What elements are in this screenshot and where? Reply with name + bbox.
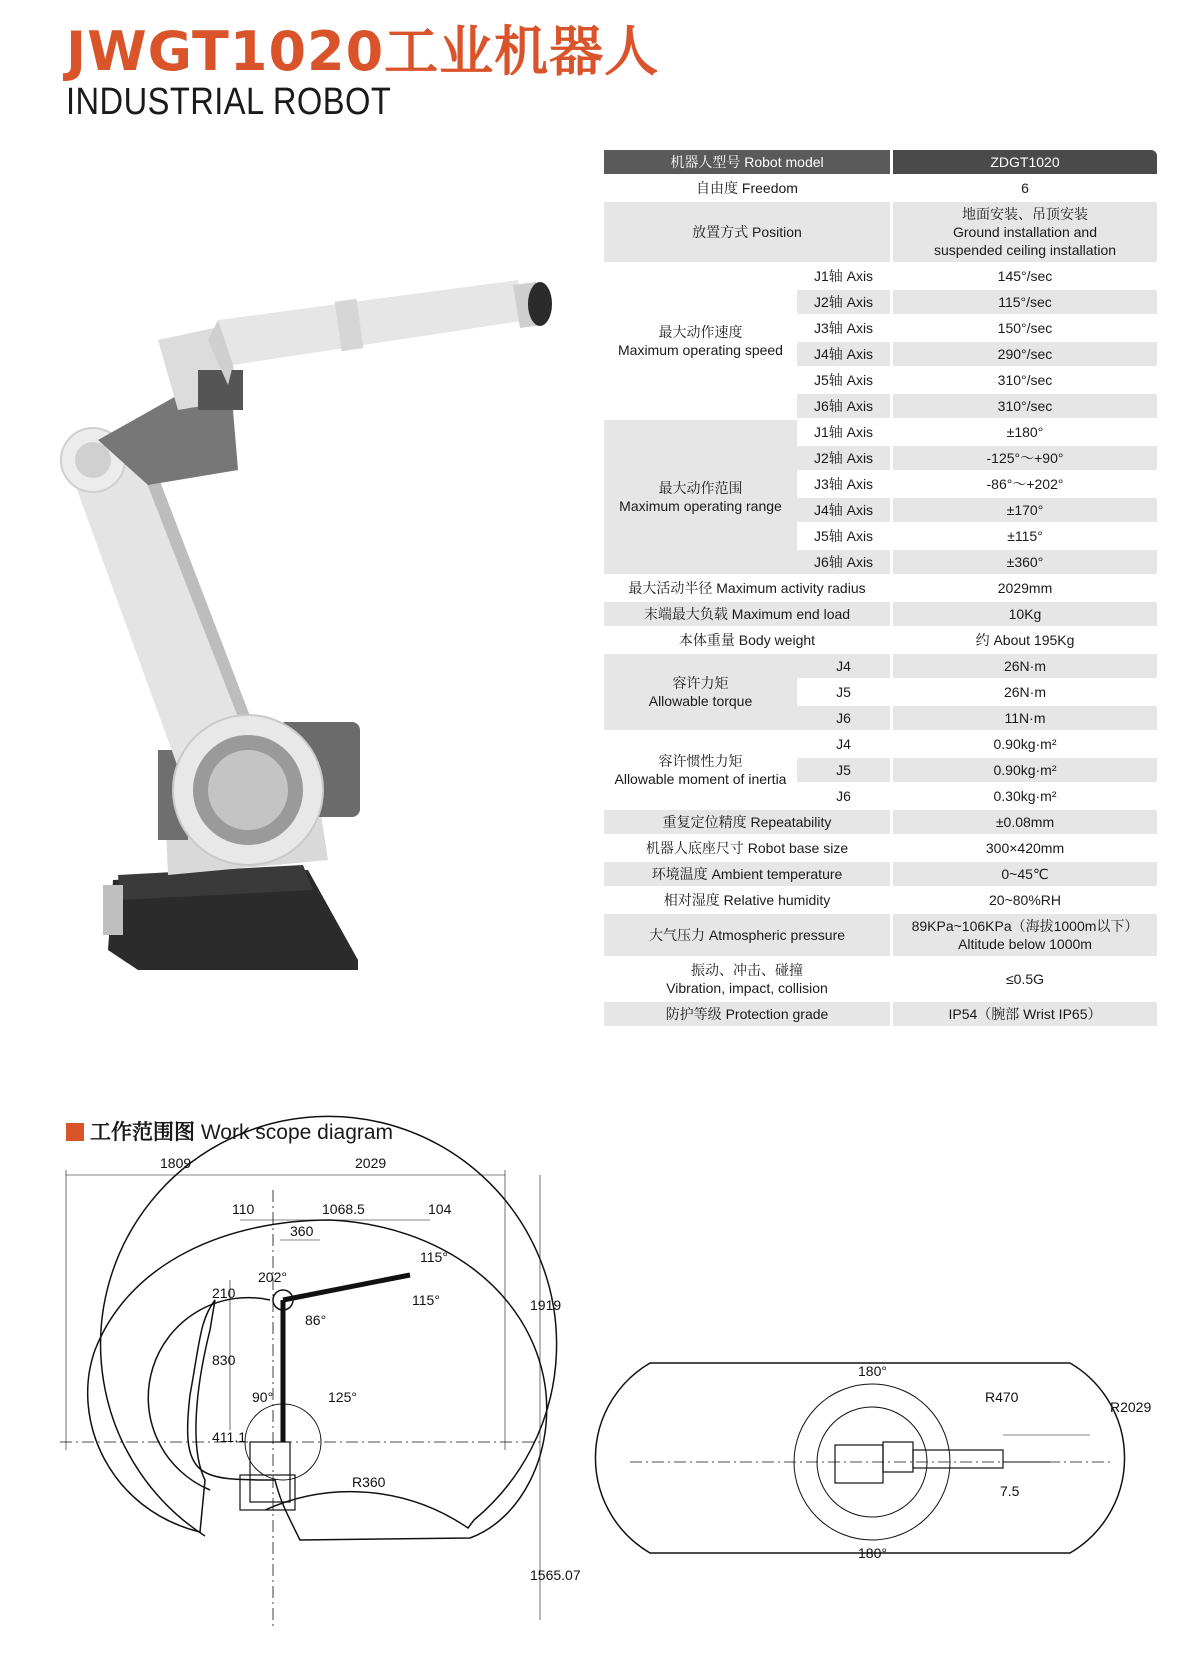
spec-row-repeat [604,810,1157,834]
spec-row-load [604,602,1157,626]
axis-label: J1轴 Axis [797,420,893,444]
torque-label-cn: 容许力矩 [672,675,729,691]
dim-210: 210 [212,1285,236,1301]
spec-label: 本体重量 Body weight [604,628,893,652]
spec-label: 环境温度 Ambient temperature [604,862,893,886]
axis-label: J6轴 Axis [797,394,893,418]
radius-470: R470 [985,1389,1019,1405]
axis-value: 11N·m [893,706,1157,730]
position-value-en: Ground installation and suspended ceiling installation [933,224,1117,258]
vibration-label-cn: 振动、冲击、碰撞 [691,962,803,978]
spec-row-weight [604,628,1157,652]
spec-row-inertia [604,732,1157,756]
section-title [66,1116,393,1146]
speed-group-label [604,264,797,418]
speed-label-cn: 最大动作速度 [658,324,743,340]
axis-value: 145°/sec [893,264,1157,288]
spec-row-vibration [604,958,1157,1000]
axis-label: J5 [797,758,893,782]
spec-label: 自由度 Freedom [604,176,893,200]
spec-label: 相对湿度 Relative humidity [604,888,893,912]
page-title: JWGT1020工业机器人 [66,20,660,83]
axis-value: 0.90kg·m² [893,758,1157,782]
axis-label: J6轴 Axis [797,550,893,574]
axis-value: ±170° [893,498,1157,522]
page-subtitle: INDUSTRIAL ROBOT [66,81,392,123]
spec-value [893,914,1157,956]
axis-label: J4 [797,654,893,678]
dim-1565: 1565.07 [530,1567,581,1583]
axis-label: J4 [797,732,893,756]
spec-label: 最大活动半径 Maximum activity radius [604,576,893,600]
inertia-group-label [604,732,797,808]
axis-label: J1轴 Axis [797,264,893,288]
dim-7-5: 7.5 [1000,1483,1020,1499]
position-value-cn: 地面安装、吊顶安装 [962,206,1088,222]
spec-row-protection [604,1002,1157,1026]
dim-104: 104 [428,1201,452,1217]
angle-115-top: 115° [420,1249,448,1265]
axis-label: J2轴 Axis [797,290,893,314]
dim-360: 360 [290,1223,314,1239]
spec-row-torque [604,654,1157,678]
spec-row-base [604,836,1157,860]
angle-202: 202° [258,1269,287,1285]
spec-label: 重复定位精度 Repeatability [604,810,893,834]
axis-value: 310°/sec [893,394,1157,418]
axis-value: 26N·m [893,680,1157,704]
vibration-label-en: Vibration, impact, collision [666,980,828,996]
range-label-en: Maximum operating range [619,498,782,514]
spec-value: 约 About 195Kg [893,628,1157,652]
angle-180-bottom: 180° [858,1545,887,1561]
spec-row-radius [604,576,1157,600]
dim-110: 110 [232,1201,255,1217]
axis-value: -86°～+202° [893,472,1157,496]
dim-1919: 1919 [530,1297,562,1313]
pressure-value-cn: 89KPa~106KPa（海拔1000m以下） [911,918,1139,934]
spec-value: 6 [893,176,1157,200]
axis-value: -125°～+90° [893,446,1157,470]
spec-row-pressure [604,914,1157,956]
spec-label: 机器人型号 Robot model [604,150,893,174]
torque-label-en: Allowable torque [648,693,753,709]
spec-value: IP54（腕部 Wrist IP65） [893,1002,1157,1026]
spec-label: 放置方式 Position [604,202,893,262]
side-view [60,1116,557,1630]
axis-label: J5轴 Axis [797,368,893,392]
spec-value: 300×420mm [893,836,1157,860]
spec-value: ±0.08mm [893,810,1157,834]
top-view [595,1363,1124,1553]
robot-illustration [58,260,598,1020]
spec-row-humidity [604,888,1157,912]
inertia-label-cn: 容许惯性力矩 [658,753,743,769]
pressure-value-en: Altitude below 1000m [958,936,1092,952]
spec-label: 大气压力 Atmospheric pressure [604,914,893,956]
dim-830: 830 [212,1352,236,1368]
axis-value: 310°/sec [893,368,1157,392]
spec-value [893,202,1157,262]
section-title-cn: 工作范围图 [90,1120,195,1144]
axis-label: J3轴 Axis [797,316,893,340]
angle-125: 125° [328,1389,357,1405]
angle-86: 86° [305,1312,327,1328]
axis-value: 115°/sec [893,290,1157,314]
inertia-label-en: Allowable moment of inertia [614,771,787,787]
axis-value: 290°/sec [893,342,1157,366]
spec-label: 机器人底座尺寸 Robot base size [604,836,893,860]
spec-row-freedom [604,176,1157,200]
spec-row-temp [604,862,1157,886]
section-marker-icon [66,1123,84,1141]
dim-2029: 2029 [355,1155,387,1171]
axis-value: 26N·m [893,654,1157,678]
range-label-cn: 最大动作范围 [658,480,743,496]
spec-value: 2029mm [893,576,1157,600]
angle-90: 90° [252,1389,274,1405]
axis-value: ±180° [893,420,1157,444]
axis-label: J4轴 Axis [797,498,893,522]
radius-360: R360 [352,1474,386,1490]
dim-1809: 1809 [160,1155,192,1171]
axis-value: 150°/sec [893,316,1157,340]
speed-label-en: Maximum operating speed [618,342,783,358]
spec-value: ≤0.5G [893,958,1157,1000]
dim-411: 411.1 [212,1429,246,1445]
axis-value: ±360° [893,550,1157,574]
axis-label: J2轴 Axis [797,446,893,470]
spec-label [604,958,893,1000]
torque-group-label [604,654,797,730]
section-title-en: Work scope diagram [200,1121,394,1144]
axis-label: J3轴 Axis [797,472,893,496]
spec-row-position [604,202,1157,262]
spec-row-model [604,150,1157,174]
spec-table [604,148,1157,1028]
axis-label: J5 [797,680,893,704]
spec-value: 10Kg [893,602,1157,626]
axis-label: J5轴 Axis [797,524,893,548]
spec-value: 20~80%RH [893,888,1157,912]
spec-row-speed [604,264,1157,288]
spec-value: ZDGT1020 [893,150,1157,174]
axis-label: J4轴 Axis [797,342,893,366]
axis-value: ±115° [893,524,1157,548]
angle-180-top: 180° [858,1363,887,1379]
axis-label: J6 [797,706,893,730]
side-view-labels [160,1155,581,1583]
axis-value: 0.30kg·m² [893,784,1157,808]
axis-value: 0.90kg·m² [893,732,1157,756]
spec-value: 0~45℃ [893,862,1157,886]
spec-label: 防护等级 Protection grade [604,1002,893,1026]
dim-1068: 1068.5 [322,1201,365,1217]
axis-label: J6 [797,784,893,808]
work-scope-diagram [0,1155,1180,1650]
radius-2029: R2029 [1110,1399,1152,1415]
spec-row-range [604,420,1157,444]
angle-115-bottom: 115° [412,1292,440,1308]
spec-label: 末端最大负载 Maximum end load [604,602,893,626]
range-group-label [604,420,797,574]
